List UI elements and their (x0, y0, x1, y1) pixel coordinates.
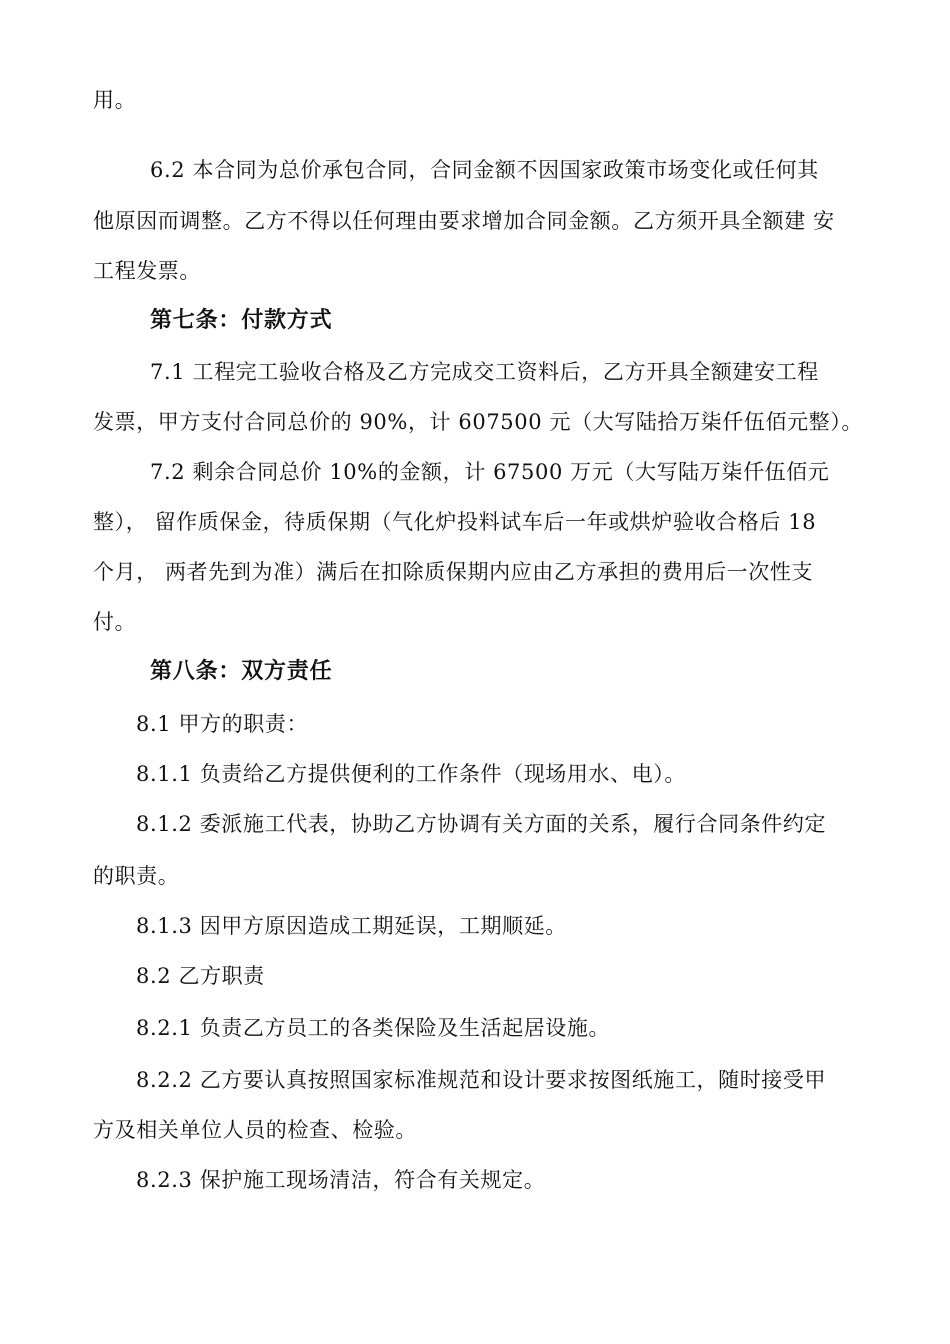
section-heading-article-7: 第七条：付款方式 (150, 308, 333, 333)
clause-8-1-1: 8.1.1 负责给乙方提供便利的工作条件（现场用水、电）。 (136, 762, 687, 786)
clause-6-2: 6.2 本合同为总价承包合同，合同金额不因国家政策市场变化或任何其 (150, 158, 819, 182)
text-line: 发票，甲方支付合同总价的 90%，计 607500 元（大写陆拾万柒仟伍佰元整）。 (93, 410, 863, 434)
section-heading-article-8: 第八条：双方责任 (150, 659, 333, 684)
clause-8-2-3: 8.2.3 保护施工现场清洁，符合有关规定。 (136, 1168, 546, 1192)
clause-8-2-2: 8.2.2 乙方要认真按照国家标准规范和设计要求按图纸施工，随时接受甲 (136, 1068, 827, 1092)
clause-8-1-2: 8.1.2 委派施工代表，协助乙方协调有关方面的关系，履行合同条件约定 (136, 812, 827, 836)
clause-8-2: 8.2 乙方职责 (136, 964, 265, 988)
text-line: 整）， 留作质保金，待质保期（气化炉投料试车后一年或烘炉验收合格后 18 (93, 510, 817, 534)
text-line: 他原因而调整。乙方不得以任何理由要求增加合同金额。乙方须开具全额建 安 (93, 209, 835, 233)
text-line: 个月， 两者先到为准）满后在扣除质保期内应由乙方承担的费用后一次性支 (93, 560, 814, 584)
text-line: 方及相关单位人员的检查、检验。 (93, 1118, 417, 1142)
clause-7-2: 7.2 剩余合同总价 10%的金额，计 67500 万元（大写陆万柒仟伍佰元 (150, 460, 830, 484)
text-line: 用。 (93, 88, 137, 112)
clause-8-1: 8.1 甲方的职责： (136, 712, 309, 736)
clause-8-2-1: 8.2.1 负责乙方员工的各类保险及生活起居设施。 (136, 1016, 611, 1040)
text-line: 工程发票。 (93, 259, 201, 283)
clause-8-1-3: 8.1.3 因甲方原因造成工期延误，工期顺延。 (136, 914, 567, 938)
clause-7-1: 7.1 工程完工验收合格及乙方完成交工资料后，乙方开具全额建安工程 (150, 360, 819, 384)
text-line: 的职责。 (93, 864, 180, 888)
text-line: 付。 (93, 610, 137, 634)
